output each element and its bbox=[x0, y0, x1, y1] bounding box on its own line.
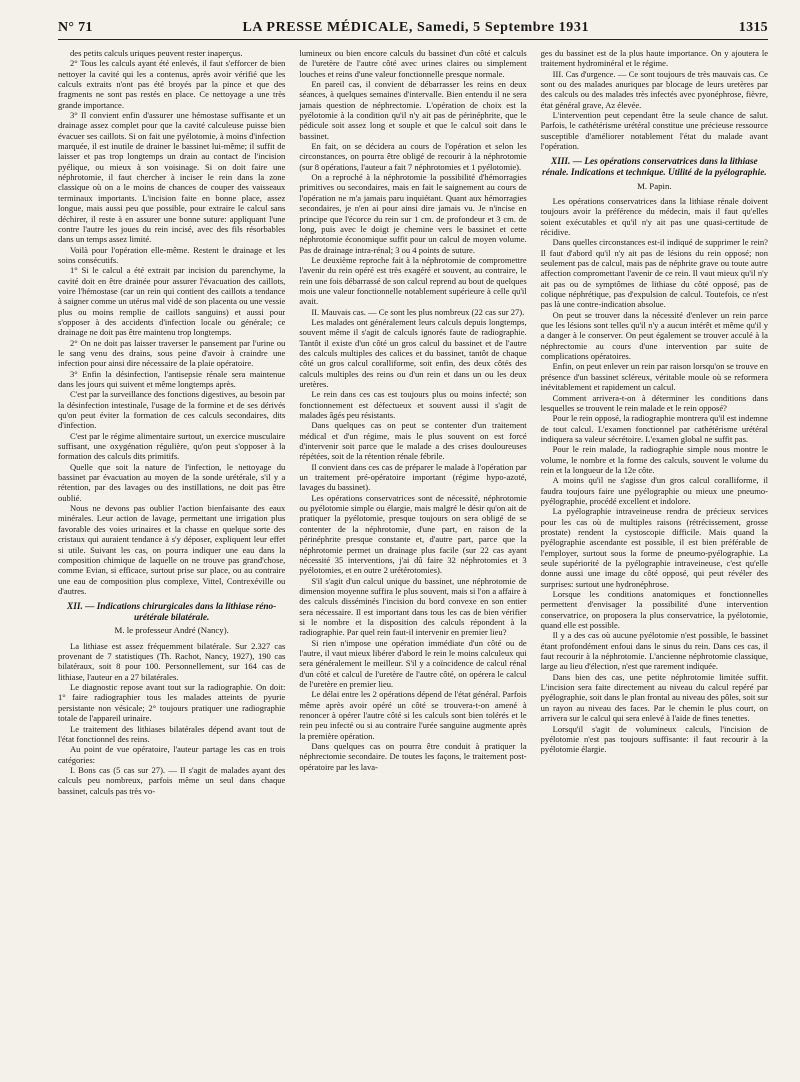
paragraph: 2° Tous les calculs ayant été enlevés, il faut s'efforcer de bien nettoyer la cavité qui les a contenus, après avoir vérifié que les calculs extraits n'ont pas été broyés par la pince et que des fragments ne sont pas restés en place. Ce nettoyage a une très grande importance. bbox=[58, 58, 286, 110]
paragraph: La pyélographie intraveineuse rendra de précieux services pour les cas où de multiples raisons (rétrécissement, grosse prostate) rendent la cystoscopie difficile. Mais quand la pyélographie ascendante est possible, il est bien préférable de l'employer, surtout sous la forme de pneumo-pyélographie. La seule supériorité de la pyélographie intraveineuse, c'est qu'elle donne aussi une image du côté opposé, qui peut révéler des surprises: surtout une hydronéphrose. bbox=[540, 506, 768, 589]
paragraph: 3° Il convient enfin d'assurer une hémostase suffisante et un drainage assez complet pour que la cavité calculeuse puisse bien évacuer ses caillots. Si on fait une pyélotomie, à moins d'infection marquée, il est inutile de drainer le bassinet lui-même; il suffit de laisser et pas trop longtemps un drain au contact de l'incision pyélique, ou mieux à son voisinage. Si on doit faire une néphrotomie, il faut chercher à inciser le rein dans la zone classique où on a le moins de chances de couper des vaisseaux terminaux importants. L'incision faite en bonne place, assez longue, mais aussi peu que possible, pour extraire le calcul sans déchirer, il reste à en assurer une bonne suture: appliquant l'une contre l'autre les joues du rein incisé, avec des fils résorbables dans un temps assez limité. bbox=[58, 110, 286, 245]
paragraph: Les malades ont généralement leurs calculs depuis longtemps, souvent même il s'agit de calculs ignorés faute de radiographie. Tantôt il existe d'un côté un gros calcul du bassinet et de l'autre des calculs multiples des calices et du bassinet, tantôt de chaque côté un gros calcul coralliforme, soit enfin, des deux côtés des calculs multiples des reins ou d'un rein et dans un ou les deux uretères. bbox=[299, 316, 527, 389]
paragraph: des petits calculs uriques peuvent rester inaperçus. bbox=[70, 48, 243, 58]
paragraph: Le traitement des lithiases bilatérales dépend avant tout de l'état fonctionnel des reins. bbox=[58, 723, 286, 744]
paragraph: On a reproché à la néphrotomie la possibilité d'hémorragies primitives ou secondaires, mais en fait le saignement au cours de l'opération ne m'a jamais paru inquiétant. Quant aux hémorragies secondaires, je n'en ai pour ainsi dire jamais vu. Je n'incise en principe que l'écorce du rein sur 1 cm. de profondeur et 3 cm. de long, puis avec le doigt je chemine vers le bassinet et cette néphrotomie économique suffit pour un calcul de moyen volume. Pas de drainage intra-rénal; 3 ou 4 points de suture. bbox=[299, 172, 527, 255]
paragraph: lumineux ou bien encore calculs du bassinet d'un côté et calculs de l'uretère de l'autre côté avec urines claires ou simplement louches et reins d'une valeur fonctionnelle presque normale. bbox=[299, 48, 527, 79]
paragraph: Pour le rein opposé, la radiographie montrera qu'il est indemne de tout calcul. L'examen fonctionnel par cathétérisme urétéral indiquera sa valeur sécrétoire. L'examen global ne suffit pas. bbox=[540, 413, 768, 444]
paragraph: Enfin, on peut enlever un rein par raison lorsqu'on se trouve en présence d'un bassinet scléreux, véritable moule où se reformera inévitablement et rapidement un calcul. bbox=[540, 361, 768, 393]
paragraph: Les opérations conservatrices sont de nécessité, néphrotomie ou pyélotomie simple ou élargie, mais malgré le désir qu'on ait de pratiquer la pyélotomie, presque toujours on sera obligé de se contenter de la néphrotomie, d'une part, en raison de la périnéphrite presque constante et, d'autre part, parce que la néphrotomie permet un drainage plus facile (sur 22 cas ayant nécessité 35 interventions, j'ai dû faire 32 néphrotomies et 3 pyélotomies, et en outre 2 urétérotomies). bbox=[299, 492, 527, 576]
paragraph: Les opérations conservatrices dans la lithiase rénale doivent toujours avoir la préférence du médecin, mais il faut qu'elles soient exécutables et qu'il n'y ait pas une quasi-certitude de récidive. bbox=[540, 195, 768, 237]
paragraph: 2° On ne doit pas laisser traverser le pansement par l'urine ou le sang venu des drains, sous peine d'avoir à craindre une infection pour ainsi dire nécessaire de la plaie opératoire. bbox=[58, 337, 286, 369]
paragraph: 1° Si le calcul a été extrait par incision du parenchyme, la cavité doit en être drainée pour assurer l'évacuation des caillots, voire l'hémostase (car un rein qui contient des caillots a tendance à saigner comme un utérus mal vidé de son placenta ou une vessie plus ou moins remplie de caillots sanguins) et aussi pour s'opposer à des accidents d'infection locale ou générale; ce drainage ne doit pas être maintenu trop longtemps. bbox=[58, 265, 286, 338]
paragraph: Le délai entre les 2 opérations dépend de l'état général. Parfois même après avoir opéré un côté se trouvera-t-on amené à renoncer à opérer l'autre côté si les calculs sont bien tolérés et le rein peu infecté ou si au contraire l'urée sanguine augmente après la première opération. bbox=[299, 689, 527, 741]
paragraph: Dans quelques cas on pourra être conduit à pratiquer la néphrectomie secondaire. De toutes les façons, le traitement post-opératoire par les lava- bbox=[299, 741, 527, 772]
paragraph: Le rein dans ces cas est toujours plus ou moins infecté; son fonctionnement est défectueux et souvent aussi il s'agit de malades âgés peu résistants. bbox=[299, 389, 527, 421]
paragraph: C'est par la surveillance des fonctions digestives, au besoin par la désinfection intestinale, l'usage de la formine et de ses dérivés qu'on peut éviter la formation de ces calculs secondaires, dits d'infection. bbox=[58, 389, 286, 431]
section-heading: XII. — Indications chirurgicales dans la lithiase réno-urétérale bilatérale. bbox=[67, 602, 277, 623]
paragraph: A moins qu'il ne s'agisse d'un gros calcul coralliforme, il faudra toujours faire une pyélographie ou mieux une pneumo-pyélographie, procédé excellent et indolore. bbox=[540, 475, 768, 506]
paragraph: Pour le rein malade, la radiographie simple nous montre le volume, le nombre et la forme des calculs, souvent le volume du rein et la longueur de la 12e côte. bbox=[540, 444, 768, 475]
paragraph: II. Mauvais cas. — Ce sont les plus nombreux (22 cas sur 27). bbox=[311, 306, 525, 317]
paragraph: Si rien n'impose une opération immédiate d'un côté ou de l'autre, il vaut mieux libérer d'abord le rein le moins calculeux qui sera généralement le meilleur. S'il y a coïncidence de calcul rénal d'un côté et calcul de l'uretère de l'autre côté, on opérera le calcul de l'uretère en premier lieu. bbox=[299, 637, 527, 689]
paragraph: En pareil cas, il convient de débarrasser les reins en deux séances, à quelques semaines d'intervalle. Bien entendu il ne sera jamais question de néphrectomie. L'opération de choix est la pyélotomie à la condition qu'il n'y ait pas de périnéphrite, que le pédicule soit assez long et souple et que le calcul soit dans le bassinet. bbox=[299, 79, 527, 141]
column-3 bbox=[541, 48, 768, 1078]
page-header bbox=[58, 20, 768, 40]
column-1 bbox=[58, 48, 285, 1078]
paragraph: Lorsque les conditions anatomiques et fonctionnelles permettent d'envisager la possibilité d'une intervention conservatrice, on proposera la plus conservatrice, la pyélotomie, quand elle est possible. bbox=[540, 589, 768, 631]
section-heading: XIII. — Les opérations conservatrices dans la lithiase rénale. Indications et technique. Utilité de la pyélographie. bbox=[541, 157, 767, 179]
publication-title: LA PRESSE MÉDICALE, Samedi, 5 Septembre 1931 bbox=[242, 20, 590, 35]
paragraph: C'est par le régime alimentaire surtout, un exercice musculaire suffisant, une oxygénation régulière, qu'on peut s'opposer à la formation des calculs dits primitifs. bbox=[58, 430, 286, 462]
paragraph: Quelle que soit la nature de l'infection, le nettoyage du bassinet par évacuation au moyen de la sonde urétérale, s'il y a rétention, par des lavages ou des instillations, ne doit pas être oublié. bbox=[58, 461, 286, 503]
section-author: M. Papin. bbox=[637, 180, 672, 191]
paragraph: Dans quelles circonstances est-il indiqué de supprimer le rein? Il faut d'abord qu'il n'y ait pas de lésions du rein opposé; non seulement pas de calcul, mais pas de néphrite grave ou toute autre affection compromettant l'avenir de ce rein. Il vaut mieux qu'il n'y ait pas ou de symptômes de lithiase du côté opposé, pas de colique néphrétique, pas d'expulsion de calcul. Toutefois, ce n'est pas là une contre-indication absolue. bbox=[540, 237, 768, 310]
paragraph: Voilà pour l'opération elle-même. Restent le drainage et les soins consécutifs. bbox=[58, 244, 286, 265]
paragraph: Dans bien des cas, une petite néphrotomie limitée suffit. L'incision sera faite directement au niveau du calcul repéré par pyélographie, soit dans le plan frontal au niveau des pôles, soit sur un rayon au niveau des faces. Par le chemin le plus court, on arrivera sur le calcul qui sera enlevé à l'aide de fines tenettes. bbox=[540, 671, 768, 724]
paragraph: Le diagnostic repose avant tout sur la radiographie. On doit: 1° faire radiographier tous les malades atteints de pyurie persistante non vésicale; 2° toujours pratiquer une radiographie totale de l'appareil urinaire. bbox=[58, 682, 286, 724]
paragraph: Nous ne devons pas oublier l'action bienfaisante des eaux minérales. Leur action de lavage, permettant une irrigation plus favorable des voies urinaires et la chasse en quelque sorte des cristaux qui auraient tendance à s'y déposer, expliquent leur effet si utile. Suivant les cas, on pourra indiquer une eau dans la composition chimique de laquelle on ne trouve pas grand'chose, comme Evian, si efficace, surtout prise sur place, ou au contraire une eau de composition plus complexe, Vittel, Contrexéville ou d'autres. bbox=[58, 503, 286, 596]
paragraph: Au point de vue opératoire, l'auteur partage les cas en trois catégories: bbox=[58, 744, 286, 765]
text-columns bbox=[58, 48, 768, 1078]
paragraph: Il convient dans ces cas de préparer le malade à l'opération par un traitement pré-opératoire important (régime hypo-azoté, lavages du bassinet). bbox=[299, 461, 527, 493]
page-number: 1315 bbox=[738, 20, 768, 35]
paragraph: L'intervention peut cependant être la seule chance de salut. Parfois, le cathétérisme urétéral constitue une précieuse ressource susceptible d'améliorer notablement l'état du malade avant l'opération. bbox=[540, 110, 768, 152]
paragraph: Lorsqu'il s'agit de volumineux calculs, l'incision de pyélotomie n'est pas toujours suffisante: il faut recourir à la pyélotomie élargie. bbox=[540, 723, 768, 755]
paragraph: Dans quelques cas on peut se contenter d'un traitement médical et d'un régime, mais le plus souvent on est forcé d'intervenir soit parce que le malade a des crises douloureuses répétées, soit de la rétention rénale fébrile. bbox=[299, 420, 527, 462]
paragraph: I. Bons cas (5 cas sur 27). — Il s'agit de malades ayant des calculs peu nombreux, parfois même un seul dans chaque bassinet, calculs pas très vo- bbox=[58, 764, 286, 796]
paragraph: Il y a des cas où aucune pyélotomie n'est possible, le bassinet étant profondément enfoui dans le sinus du rein. Dans ces cas, il faut recourir à la néphrotomie. L'ancienne néphrotomie classique, large au lieu d'élection, n'est que rarement indiquée. bbox=[540, 630, 768, 672]
paragraph: III. Cas d'urgence. — Ce sont toujours de très mauvais cas. Ce sont ou des malades anuriques par blocage de leurs uretères par des calculs ou des malades très infectés avec pyonéphrose, fièvre, état général grave, Az élevée. bbox=[540, 68, 768, 110]
paragraph: S'il s'agit d'un calcul unique du bassinet, une néphrotomie de dimension moyenne suffira le plus souvent, mais si l'on a affaire à des calculs disséminés l'incision du bord convexe en son entier sera nécessaire. Il est important dans tous les cas de bien vérifier si le nombre et la disposition des calculs répondent à la radiographie. Par quel rein faut-il intervenir en premier lieu? bbox=[299, 575, 527, 638]
paragraph: Comment arrivera-t-on à déterminer les conditions dans lesquelles se trouvent le rein malade et le rein opposé? bbox=[540, 392, 768, 413]
paragraph: ges du bassinet est de la plus haute importance. On y ajoutera le traitement hydrominéral et le régime. bbox=[540, 48, 768, 69]
section-author: M. le professeur André (Nancy). bbox=[114, 625, 229, 636]
paragraph: En fait, on se décidera au cours de l'opération et selon les circonstances, on pourra être obligé de recourir à la néphrotomie (sur 8 opérations, l'auteur a fait 7 néphrotomies et 1 pyélotomie). bbox=[299, 141, 527, 172]
paragraph: Le deuxième reproche fait à la néphrotomie de compromettre l'avenir du rein opéré est très exagéré et souvent, au contraire, le rein une fois débarrassé de son calcul reprend au bout de quelques mois une valeur fonctionnelle notablement supérieure à celle qu'il avait. bbox=[299, 254, 527, 307]
paragraph: 3° Enfin la désinfection, l'antisepsie rénale sera maintenue dans les jours qui suivent et même longtemps après. bbox=[58, 368, 286, 389]
column-2 bbox=[299, 48, 526, 1078]
issue-number: N° 71 bbox=[58, 20, 93, 35]
paragraph: On peut se trouver dans la nécessité d'enlever un rein parce que les lésions sont telles qu'il n'y a aucun intérêt et même qu'il y a danger à le conserver. On peut également se trouver acculé à la néphrectomie au cours d'une intervention par suite de complications opératoires. bbox=[540, 309, 768, 362]
paragraph: La lithiase est assez fréquemment bilatérale. Sur 2.327 cas provenant de 7 statistiques (Th. Rachot, Nancy, 1927), 190 cas bilatéraux, soit 8 pour 100. Personnellement, sur 164 cas de lithiase, l'auteur en a 27 bilatérales. bbox=[58, 640, 286, 682]
